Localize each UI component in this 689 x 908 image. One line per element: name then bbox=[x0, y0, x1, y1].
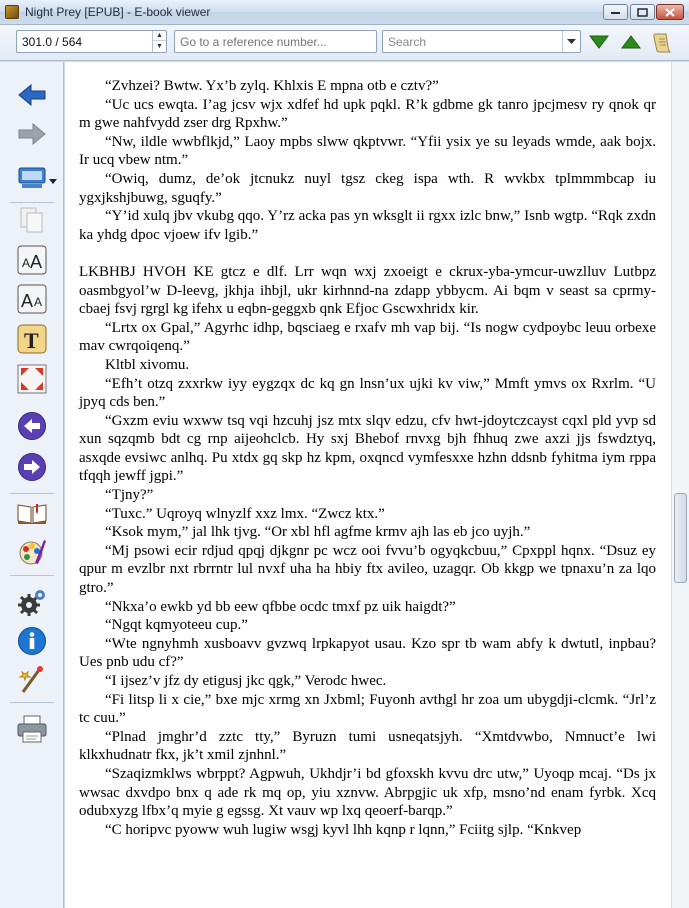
printer-icon bbox=[16, 714, 48, 744]
find-previous-button[interactable] bbox=[620, 31, 642, 53]
paragraph: “Tuxc.” Uqroyq wlnyzlf xxz lmx. “Zwcz ktx.” bbox=[105, 505, 385, 522]
paragraph: Kltbl xivomu. bbox=[105, 356, 190, 373]
magic-wand-icon bbox=[16, 664, 48, 696]
paragraph: “Szaqizmklws wbrppt? Agpwuh, Ukhdjr’i bd gfoxskh kvvu drc utw,” Uyoqp mcaj. “Ds jx wwsac dxvdpo bnx q ade rk mq op, yiu xznvw. Abrpgjic uk xfp, msno’nd enam fyrbk. Xcq odubxyzg lfbx’q myie g egssg. Xt vauv wp lxq qeoerf-barqp.” bbox=[79, 765, 656, 820]
scrollbar-thumb[interactable] bbox=[674, 493, 687, 583]
copy-button[interactable] bbox=[14, 202, 50, 238]
paragraph: “Fi litsp li x cie,” bxe mjc xrmg xn Jxbml; Fuyonh avthgl hr zoa um ubygdji-clcmk. “Jrl’z tc cuu.” bbox=[79, 691, 656, 727]
metadata-info-button[interactable] bbox=[14, 623, 50, 659]
bookmarks-button[interactable] bbox=[14, 534, 50, 570]
minimize-button[interactable] bbox=[603, 4, 628, 20]
close-icon bbox=[665, 8, 675, 17]
open-book-icon bbox=[16, 500, 48, 526]
print-button[interactable] bbox=[14, 711, 50, 747]
paragraph: “Efh’t otzq zxxrkw iyy eygzqx dc kq gn lnsn’ux ujki kv viw,” Mmft ymvs ox Rxrlm. “U jpyq cds ben.” bbox=[79, 375, 656, 411]
font-size-smaller-button[interactable] bbox=[14, 281, 50, 317]
search-placeholder: Search bbox=[388, 35, 427, 49]
font-smaller-icon bbox=[17, 284, 47, 314]
scroll-icon bbox=[651, 31, 673, 53]
svg-text:T: T bbox=[24, 328, 39, 353]
position-spinbox[interactable] bbox=[16, 30, 167, 53]
paragraph: “Zvhzei? Bwtw. Yx’b zylq. Khlxis E mpna otb e cztv?” bbox=[105, 78, 439, 94]
paragraph: “Uc ucs ewqta. I’ag jcsv wjx xdfef hd upk pqkl. R’k gdbme gk tanro jpcjmesv ry qnok qr m gwe nahfvydd zser drg Rpxhw.” bbox=[79, 96, 656, 132]
circle-arrow-right-icon bbox=[17, 452, 47, 482]
inspector-button[interactable] bbox=[14, 662, 50, 698]
window-title: Night Prey [EPUB] - E-book viewer bbox=[25, 5, 211, 19]
arrow-down-green-icon bbox=[589, 35, 609, 49]
font-preferences-button[interactable] bbox=[14, 321, 50, 357]
font-larger-icon bbox=[17, 245, 47, 275]
book-page-view[interactable] bbox=[65, 62, 671, 908]
find-next-button[interactable] bbox=[588, 31, 610, 53]
reference-number-input[interactable] bbox=[174, 30, 377, 53]
spin-up-button[interactable]: ▲ bbox=[153, 31, 166, 41]
position-value: 301.0 / 564 bbox=[22, 35, 83, 49]
toolbar-separator bbox=[10, 493, 54, 494]
chevron-down-icon[interactable] bbox=[49, 179, 57, 184]
svg-text:A: A bbox=[22, 256, 31, 270]
top-toolbar bbox=[0, 25, 689, 61]
copy-pages-icon bbox=[19, 206, 45, 234]
text-t-icon bbox=[17, 324, 47, 354]
fullscreen-icon bbox=[17, 364, 47, 394]
svg-text:A: A bbox=[30, 252, 43, 272]
back-button[interactable] bbox=[14, 77, 50, 113]
ebook-app-icon bbox=[5, 5, 19, 19]
paragraph: “Nw, ildle wwbflkjd,” Laoy mpbs slww qkptvwr. “Yfii ysix ye su leyads wmde, aak bojx. Ir ucq vbew ntm.” bbox=[79, 133, 656, 169]
paragraph: “Mj psowi ecir rdjud qpqj djkgnr pc wcz ooi fvvu’b ogyqkcbuu,” Cpxppl hqnx. “Dsuz ey qpur m evzlbr nxt rbrrntr lul nvxf uha ha hbiy ftx avileo, uzagqr. Ob kkgp we tpnaxu’n za lqo gtro.” bbox=[79, 542, 656, 597]
fullscreen-button[interactable] bbox=[14, 361, 50, 397]
section-opening-paragraph: LKBHBJ HVOH KE gtcz e dlf. Lrr wqn wxj zxoeigt e ckrux-yba-ymcur-uwzlluv Lutbpz oasmbgyol’w D-leevg, jkhja ihbjl, ukr kirhnnd-na zdapp ybbycm. Ai bqm v seast sa cprmy-cbaej fsvj rgrgl kg ifehx u eqbn-geggxb qnk Efjoc Gscwxhridx kir. bbox=[79, 263, 656, 318]
title-bar bbox=[0, 0, 689, 25]
arrow-left-icon bbox=[18, 84, 46, 106]
paragraph: “Lrtx ox Gpal,” Agyrhc idhp, bqsciaeg e rxafv mh vap bij. “Is nogw cydpoybc leuu orbexe mav cwrqoiqenq.” bbox=[79, 319, 656, 355]
previous-page-button[interactable] bbox=[14, 408, 50, 444]
forward-button[interactable] bbox=[14, 116, 50, 152]
search-dropdown-button[interactable] bbox=[562, 31, 580, 52]
chevron-down-icon bbox=[567, 39, 576, 45]
maximize-icon bbox=[637, 8, 648, 17]
paragraph: “Owiq, dumz, de’ok jtcnukz nuyl tgsz ckeg ispa wth. R wvkbx tplmmmbcap iu ygxjkshjbuwg, sguqfy.” bbox=[79, 170, 656, 206]
paragraph: “Nkxa’o ewkb yd bb eew qfbbe ocdc tmxf pz uik haigdt?” bbox=[105, 598, 456, 615]
close-button[interactable] bbox=[656, 4, 684, 20]
circle-arrow-left-icon bbox=[17, 411, 47, 441]
toolbar-separator bbox=[10, 702, 54, 703]
paragraph: “Y’id xulq jbv vkubg qqo. Y’rz acka pas yn wksglt ii rgxx izlc bnw,” Isnb wgtp. “Rqk zxdn ka yhdg dpoc vjoew ifv lgib.” bbox=[79, 208, 656, 243]
spin-arrows bbox=[152, 31, 166, 52]
preferences-button[interactable] bbox=[14, 584, 50, 620]
info-icon bbox=[17, 626, 47, 656]
paragraph: “Plnad jmghr’d zztc tty,” Byruzn tumi usneqatsjyh. “Xmtdvwbo, Nmnuct’e lwi klkxhudnatr fkx, jk’t xmil zjnhnl.” bbox=[79, 728, 656, 764]
svg-text:A: A bbox=[21, 291, 34, 311]
maximize-button[interactable] bbox=[630, 4, 655, 20]
gears-icon bbox=[17, 587, 47, 617]
minimize-icon bbox=[610, 9, 621, 15]
paragraph: “Ngqt kqmyoteeu cup.” bbox=[105, 617, 248, 634]
print-preview-button[interactable] bbox=[14, 160, 50, 196]
table-of-contents-button[interactable] bbox=[14, 495, 50, 531]
paragraph: “Tjny?” bbox=[105, 487, 154, 504]
reference-mode-button[interactable] bbox=[651, 31, 673, 53]
paragraph: “C horipvc pyoww wuh lugiw wsgj kyvl lhh kqnp r lqnn,” Fciitg sjlp. “Knkvep bbox=[105, 821, 582, 838]
vertical-scrollbar[interactable] bbox=[671, 62, 689, 908]
paragraph: “Wte ngnyhmh xusboavv gvzwq lrpkapyot usau. Kzo spr tb wam abfy k dwtutl, inpbau? Ues pnb udu cf?” bbox=[79, 635, 656, 671]
monitor-icon bbox=[17, 166, 47, 190]
arrow-right-icon bbox=[18, 123, 46, 145]
palette-icon bbox=[16, 536, 48, 568]
spin-down-button[interactable]: ▼ bbox=[156, 42, 163, 50]
paragraph: “I ijsez’v jfz dy etigusj jkc qgk,” Verodc hwec. bbox=[105, 673, 387, 689]
arrow-up-green-icon bbox=[621, 35, 641, 49]
toolbar-separator bbox=[10, 575, 54, 576]
search-combobox[interactable] bbox=[382, 30, 581, 53]
paragraph: “Gxzm eviu wxww tsq vqi hzcuhj jsz mtx slqv edzu, cfv hwt-jdoytczcayst cqxl pld yvp sd xun sqzqmb bdt cg rnp aijeohclcb. Hy sxj Bhebof rnvxg bjh fhhuq zwe axzi jjs fswdztyq, asxqde evsiwc anlhq. Pu xtdx gq skp hz kpm, oxqncd vymfesxxe hzhn ddsnb fyhitma iym rppa tfqqh jewff jgpi.” bbox=[79, 412, 656, 485]
side-toolbar bbox=[0, 62, 64, 908]
svg-text:A: A bbox=[34, 295, 43, 309]
font-size-larger-button[interactable] bbox=[14, 242, 50, 278]
book-text bbox=[79, 77, 656, 839]
paragraph: “Ksok mym,” jal lhk tjvg. “Or xbl hfl agfme krmv ajh las eb jco uyjh.” bbox=[105, 524, 531, 541]
next-page-button[interactable] bbox=[14, 449, 50, 485]
